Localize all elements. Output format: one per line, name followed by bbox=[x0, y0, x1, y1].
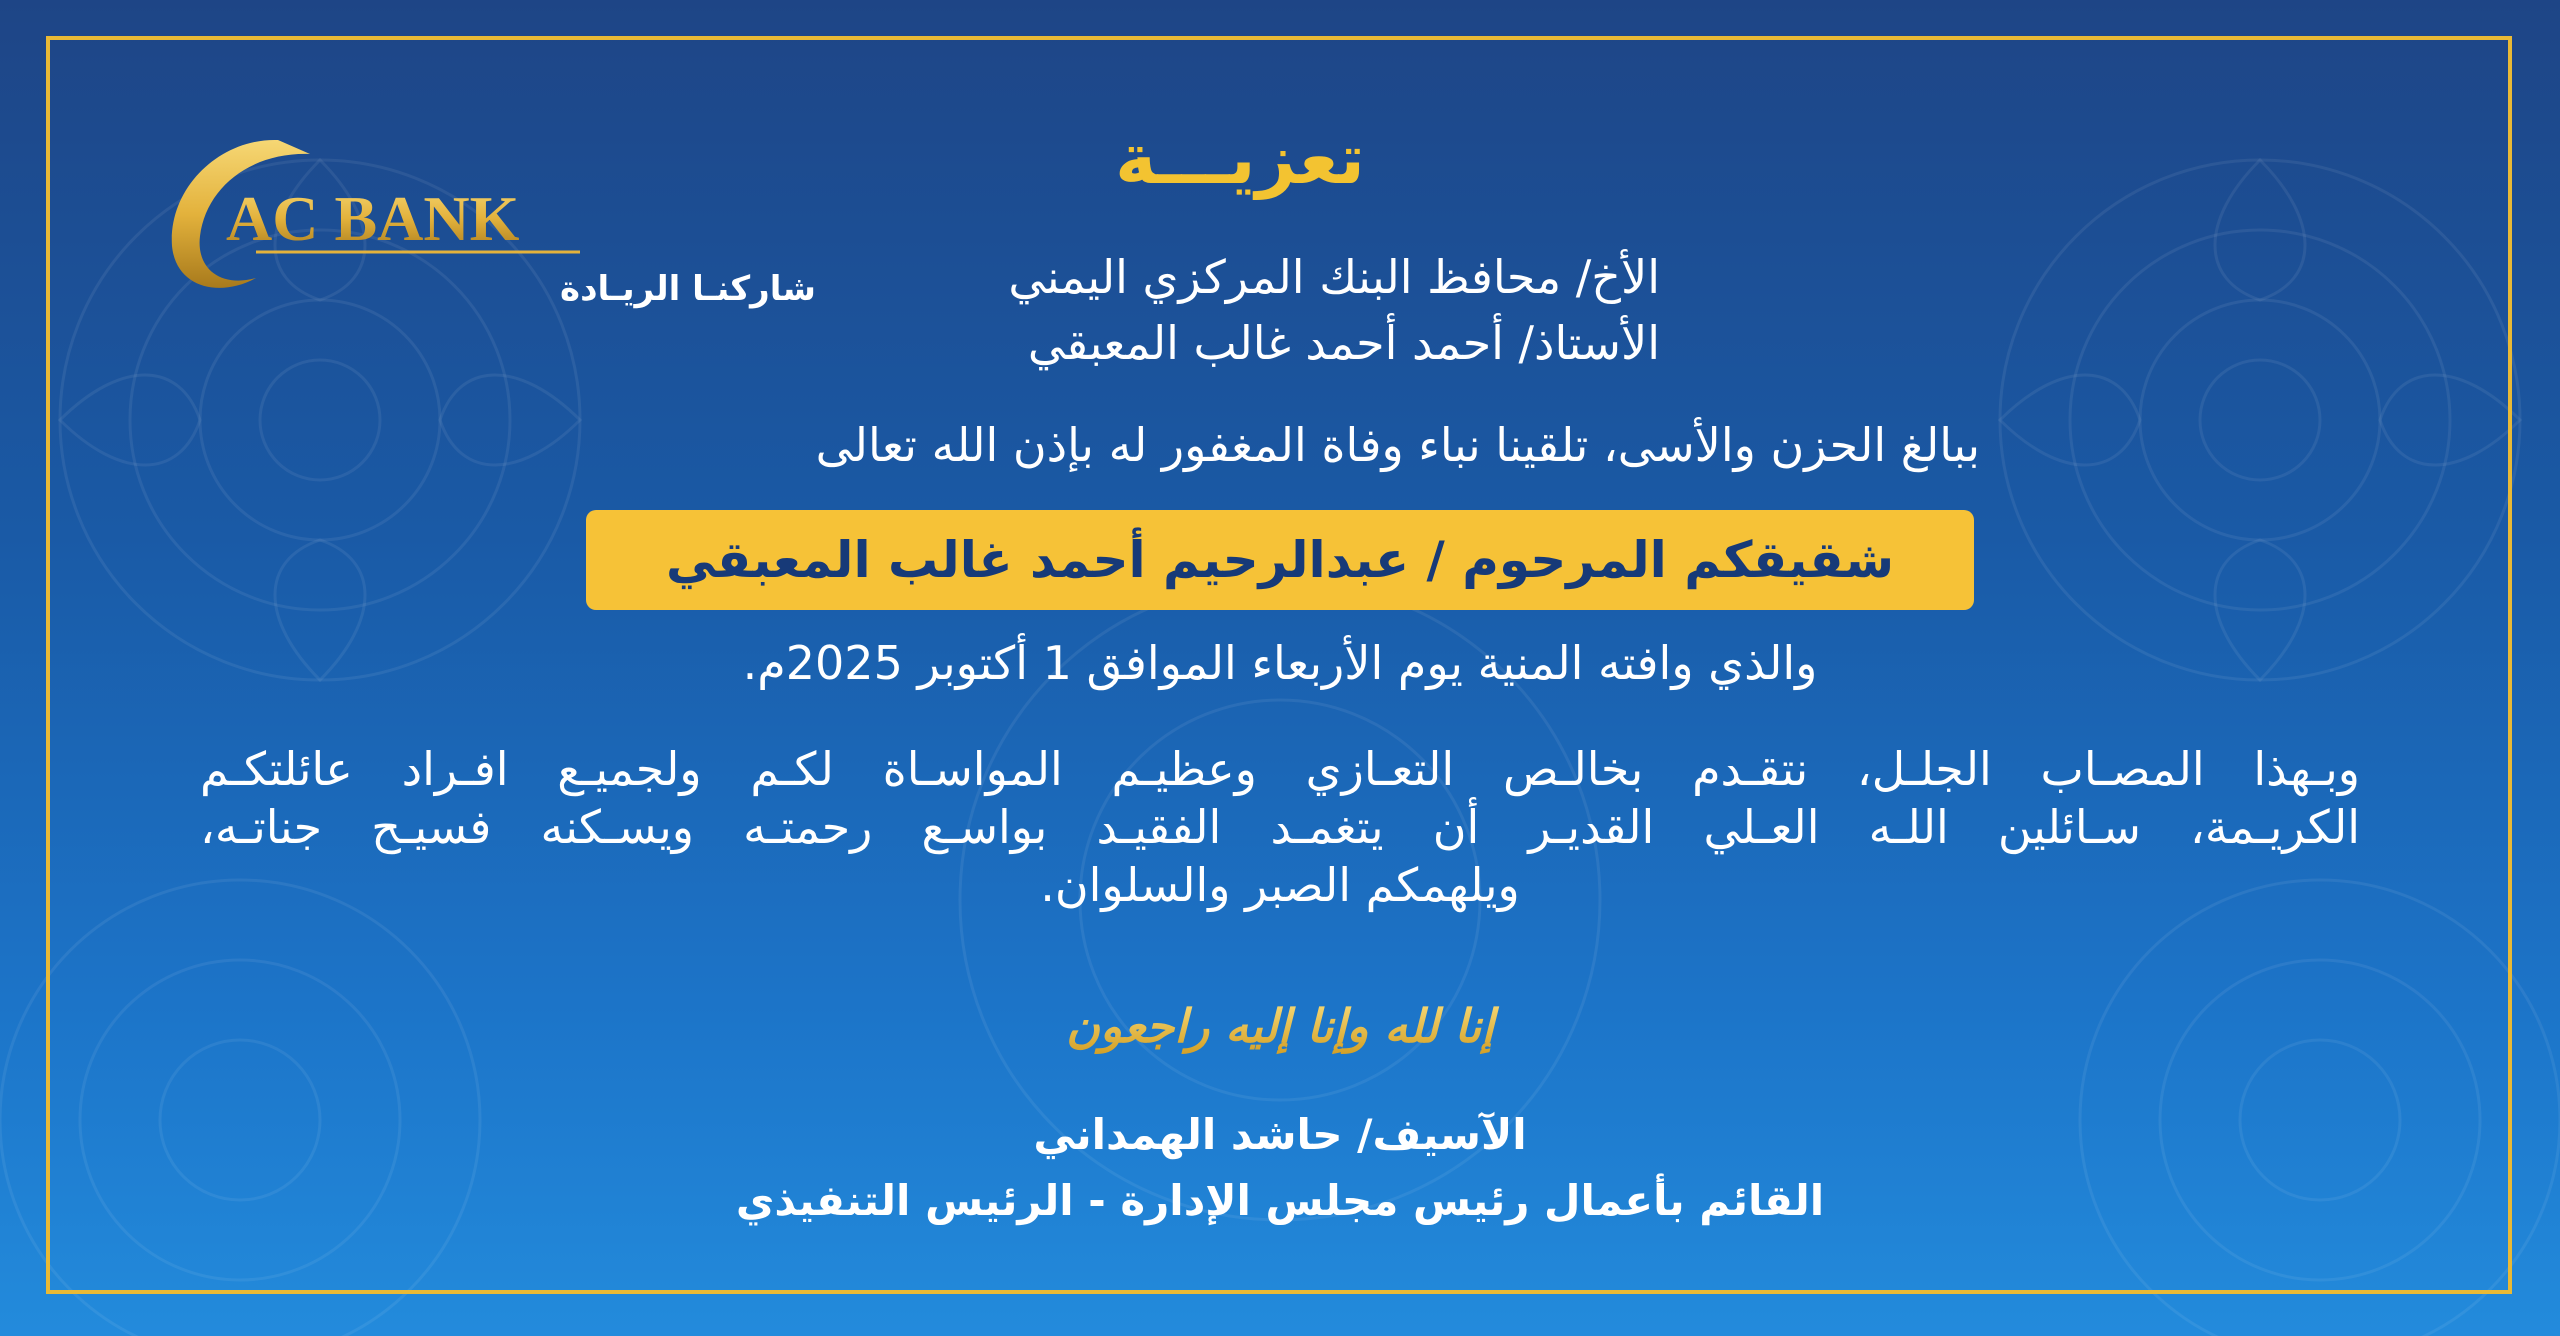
quran-calligraphy bbox=[1066, 960, 1494, 1080]
signer-title: القائم بأعمال رئيس مجلس الإدارة - الرئيس التنفيذي bbox=[735, 1176, 1825, 1225]
condolence-paragraph bbox=[200, 740, 2360, 914]
deceased-name-banner bbox=[586, 510, 1974, 610]
intro-text: ببالغ الحزن والأسى، تلقينا نباء وفاة المغفور له بإذن الله تعالى bbox=[815, 418, 1980, 472]
addressee-block bbox=[860, 244, 1660, 376]
svg-text:إنا لله وإنا إليه راجعون: إنا لله وإنا إليه راجعون bbox=[1066, 999, 1494, 1053]
page-title: تعزيـــة bbox=[1115, 118, 1365, 200]
condolence-line: الكريـمة، سـائلين اللـه العـلي القديـر أن يتغمـد الفقيـد بواسـع رحمتـه ويسـكنه فسيـح جناتـه، bbox=[200, 800, 2360, 854]
addressee-line-name: الأستاذ/ أحمد أحمد غالب المعبقي bbox=[1027, 316, 1660, 370]
addressee-line-position: الأخ/ محافظ البنك المركزي اليمني bbox=[1008, 250, 1660, 304]
svg-text:AC BANK: AC BANK bbox=[226, 183, 520, 254]
condolence-line: وبـهذا المصـاب الجلـل، نتقـدم بخالـص التعـازي وعظيـم المواسـاة لكـم ولجميـع افـراد عائلتكـم bbox=[200, 742, 2360, 796]
ac-bank-logo bbox=[160, 128, 816, 328]
condolence-line: ويلهمكم الصبر والسلوان. bbox=[1040, 858, 1520, 912]
deceased-name-text: شقيقكم المرحوم / عبدالرحيم أحمد غالب المعبقي bbox=[665, 531, 1895, 589]
svg-text:شاركنـا الريـادة: شاركنـا الريـادة bbox=[560, 269, 816, 309]
death-date-text: والذي وافته المنية يوم الأربعاء الموافق 1 أكتوبر 2025م. bbox=[742, 636, 1818, 690]
signer-name: الآسيف/ حاشد الهمداني bbox=[1033, 1110, 1527, 1159]
